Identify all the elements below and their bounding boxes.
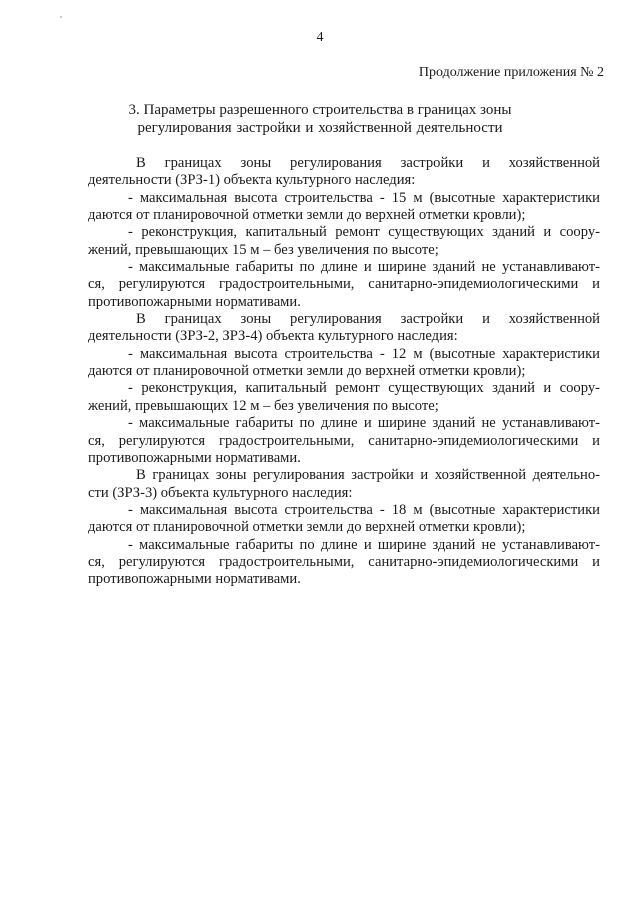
page-number: 4 (316, 30, 324, 45)
text-line: В границах зоны регулирования застройки и хозяйственной деятельно- (136, 467, 600, 484)
section-title-line: регулирования застройки и хозяйственной деятельности (137, 120, 503, 136)
text-line: сти (ЗРЗ-3) объекта культурного наследия: (88, 484, 353, 501)
text-line: противопожарными нормативами. (88, 571, 301, 588)
section-title-line: 3. Параметры разрешенного строительства в границах зоны (128, 102, 512, 118)
text-line: - максимальная высота строительства - 18 м (высотные характеристики (128, 501, 600, 518)
text-line: - максимальная высота строительства - 15 м (высотные характеристики (128, 189, 600, 206)
text-line: - максимальная высота строительства - 12 м (высотные характеристики (128, 345, 600, 362)
text-line: даются от планировочной отметки земли до верхней отметки кровли); (88, 519, 526, 536)
text-line: деятельности (ЗРЗ-1) объекта культурного наследия: (88, 172, 416, 189)
text-line: деятельности (ЗРЗ-2, ЗРЗ-4) объекта культурного наследия: (88, 328, 458, 345)
text-line: - максимальные габариты по длине и ширине зданий не устанавливают- (128, 415, 600, 432)
text-line: - максимальные габариты по длине и ширине зданий не устанавливают- (128, 536, 600, 553)
text-line: В границах зоны регулирования застройки и хозяйственной (136, 155, 600, 171)
text-line: даются от планировочной отметки земли до верхней отметки кровли); (88, 363, 526, 380)
text-line: ся, регулируются градостроительными, санитарно-эпидемиологическими и (88, 553, 600, 570)
text-line: В границах зоны регулирования застройки и хозяйственной (136, 311, 600, 328)
text-line: - максимальные габариты по длине и ширине зданий не устанавливают- (128, 259, 600, 276)
text-line: жений, превышающих 12 м – без увеличения по высоте; (88, 397, 439, 414)
text-line: ся, регулируются градостроительными, санитарно-эпидемиологическими и (88, 432, 600, 449)
text-line: противопожарными нормативами. (88, 293, 301, 310)
document-body (88, 155, 600, 589)
text-line: противопожарными нормативами. (88, 449, 301, 466)
scan-speck (60, 16, 62, 18)
text-line: - реконструкция, капитальный ремонт существующих зданий и соору- (128, 224, 600, 241)
text-line: ся, регулируются градостроительными, санитарно-эпидемиологическими и (88, 276, 600, 293)
appendix-continuation-note: Продолжение приложения № 2 (418, 65, 604, 80)
section-title (60, 101, 580, 137)
text-line: - реконструкция, капитальный ремонт существующих зданий и соору- (128, 380, 600, 397)
text-line: даются от планировочной отметки земли до верхней отметки кровли); (88, 207, 526, 224)
text-line: жений, превышающих 15 м – без увеличения по высоте; (88, 241, 439, 258)
